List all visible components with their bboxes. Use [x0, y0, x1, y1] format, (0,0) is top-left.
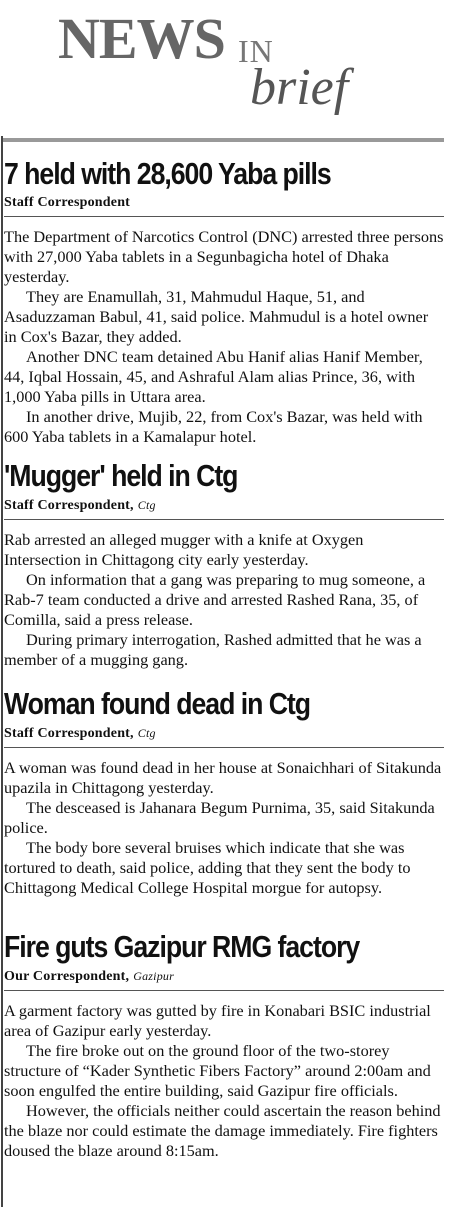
byline-place: Gazipur	[133, 969, 174, 983]
article-byline	[4, 496, 444, 515]
byline-author: Staff Correspondent	[4, 195, 131, 210]
article-paragraph: A woman was found dead in her house at Sonaichhari of Sitakunda upazila in Chittagong yesterday.	[4, 758, 442, 797]
article-paragraph: However, the officials neither could ascertain the reason behind the blaze nor could estimate the damage immediately. Fire fighters doused the blaze around 8:15am.	[4, 1101, 441, 1160]
byline-rule	[4, 747, 444, 748]
article-paragraph: Another DNC team detained Abu Hanif alias Hanif Member, 44, Iqbal Hossain, 45, and Ashraful Alam alias Prince, 36, with 1,000 Yaba pills in Uttara area.	[4, 347, 423, 406]
byline-author: Our Correspondent,	[4, 969, 130, 984]
byline-rule	[4, 519, 444, 520]
article-fire-gazipur	[4, 929, 444, 1161]
masthead-rule	[2, 138, 444, 142]
article-headline: 'Mugger' held in Ctg	[4, 458, 238, 493]
article-body	[4, 530, 444, 670]
masthead-news: NEWS	[58, 6, 225, 71]
article-byline	[4, 194, 444, 212]
masthead-brief: brief	[250, 59, 349, 116]
article-byline	[4, 724, 444, 743]
article-paragraph: Rab arrested an alleged mugger with a knife at Oxygen Intersection in Chittagong city early yesterday.	[4, 530, 364, 569]
article-paragraph: On information that a gang was preparing to mug someone, a Rab-7 team conducted a drive and arrested Rashed Rana, 35, of Comilla, said a press release.	[4, 570, 426, 629]
article-headline: Woman found dead in Ctg	[4, 686, 311, 721]
byline-author: Staff Correspondent,	[4, 726, 134, 741]
article-paragraph: A garment factory was gutted by fire in Konabari BSIC industrial area of Gazipur early yesterday.	[4, 1001, 431, 1040]
byline-rule	[4, 216, 444, 217]
masthead	[0, 0, 466, 140]
article-paragraph: The body bore several bruises which indicate that she was tortured to death, said police, adding that they sent the body to Chittagong Medical College Hospital morgue for autopsy.	[4, 838, 411, 897]
column-left-rule	[1, 136, 3, 1207]
article-body	[4, 1001, 444, 1161]
article-mugger	[4, 458, 444, 670]
article-body	[4, 227, 444, 447]
byline-rule	[4, 990, 444, 991]
article-woman-dead	[4, 686, 444, 898]
article-paragraph: The Department of Narcotics Control (DNC) arrested three persons with 27,000 Yaba tablets in a Segunbagicha hotel of Dhaka yesterday.	[4, 227, 444, 286]
article-paragraph: The fire broke out on the ground floor of the two-storey structure of “Kader Synthetic Fibers Factory” around 2:00am and soon engulfed the entire building, said Gazipur fire officials.	[4, 1041, 431, 1100]
article-paragraph: During primary interrogation, Rashed admitted that he was a member of a mugging gang.	[4, 630, 422, 669]
article-paragraph: In another drive, Mujib, 22, from Cox's Bazar, was held with 600 Yaba tablets in a Kamalapur hotel.	[4, 407, 423, 446]
byline-place: Ctg	[137, 498, 156, 512]
byline-author: Staff Correspondent,	[4, 498, 134, 513]
article-paragraph: The desceased is Jahanara Begum Purnima, 35, said Sitakunda police.	[4, 798, 435, 837]
article-yaba-pills	[4, 156, 444, 447]
article-body	[4, 758, 444, 898]
masthead-in: IN	[238, 33, 274, 69]
byline-place: Ctg	[137, 726, 156, 740]
article-headline: 7 held with 28,600 Yaba pills	[4, 156, 331, 191]
article-paragraph: They are Enamullah, 31, Mahmudul Haque, 51, and Asaduzzaman Babul, 41, said police. Mahmudul is a hotel owner in Cox's Bazar, they added.	[4, 287, 429, 346]
article-byline	[4, 967, 444, 986]
article-headline: Fire guts Gazipur RMG factory	[4, 929, 360, 964]
